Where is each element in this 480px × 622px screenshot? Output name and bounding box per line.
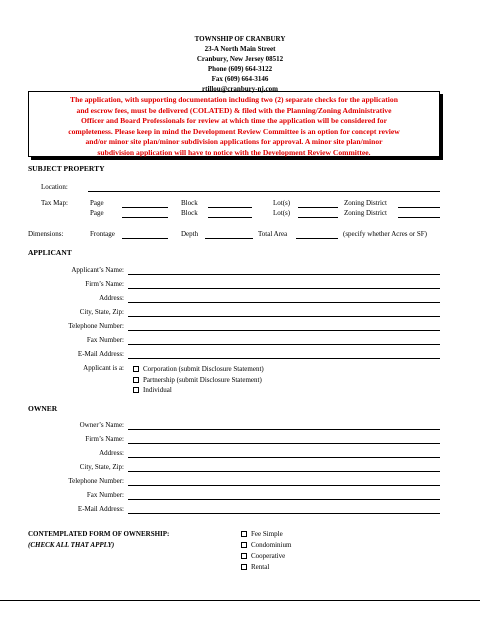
- lots-field[interactable]: [298, 207, 338, 208]
- applicant-telephone-field[interactable]: [128, 330, 440, 331]
- lots-label: Lot(s): [273, 199, 291, 207]
- owner-fax-field[interactable]: [128, 499, 440, 500]
- page-label: Page: [90, 199, 104, 207]
- owner-address-label: Address:: [99, 449, 124, 457]
- ownership-subheading: (CHECK ALL THAT APPLY): [28, 541, 115, 549]
- city-address: Cranbury, New Jersey 08512: [196, 55, 284, 63]
- total-area-field[interactable]: [296, 238, 338, 239]
- phone-number: Phone (609) 664-3122: [207, 65, 273, 73]
- owner-name-label: Owner’s Name:: [79, 421, 124, 429]
- block-field[interactable]: [208, 207, 252, 208]
- fax-number: Fax (609) 664-3146: [211, 75, 269, 83]
- individual-option-label: Individual: [143, 386, 172, 394]
- notice-text: [29, 92, 439, 162]
- partnership-checkbox[interactable]: [133, 377, 139, 383]
- page-divider: [0, 600, 480, 601]
- notice-box: [28, 91, 440, 157]
- contact-email[interactable]: rtillou@cranbury-nj.com: [202, 85, 278, 93]
- page-field[interactable]: [122, 217, 168, 218]
- notice-line: The application, with supporting documentation including two (2) separate checks for the application: [70, 95, 398, 104]
- applicant-fax-label: Fax Number:: [86, 336, 124, 344]
- owner-heading: OWNER: [28, 404, 58, 413]
- condominium-option[interactable]: [241, 541, 291, 549]
- owner-email-label: E-Mail Address:: [77, 505, 124, 513]
- individual-checkbox[interactable]: [133, 387, 139, 393]
- fee-simple-option[interactable]: [241, 530, 283, 538]
- zoning-district-field[interactable]: [398, 217, 440, 218]
- individual-option[interactable]: [133, 386, 172, 394]
- corporation-checkbox[interactable]: [133, 366, 139, 372]
- zoning-district-label: Zoning District: [344, 209, 387, 217]
- notice-line: completeness. Please keep in mind the Development Review Committee is an option for concept review: [68, 126, 400, 136]
- owner-firm-field[interactable]: [128, 443, 440, 444]
- corporation-option[interactable]: [133, 365, 264, 373]
- applicant-email-label: E-Mail Address:: [77, 350, 124, 358]
- lots-label: Lot(s): [273, 209, 291, 217]
- applicant-address-label: Address:: [99, 294, 124, 302]
- rental-option[interactable]: [241, 563, 269, 571]
- applicant-firm-field[interactable]: [128, 288, 440, 289]
- corporation-option-label: Corporation (submit Disclosure Statement): [143, 365, 264, 373]
- rental-checkbox[interactable]: [241, 564, 247, 570]
- tax-map-label: Tax Map:: [41, 199, 68, 207]
- notice-line: and/or minor site plan/minor subdivision applications for approval. A minor site plan/minor: [85, 137, 383, 147]
- applicant-heading: APPLICANT: [28, 248, 72, 257]
- block-label: Block: [181, 209, 198, 217]
- dimensions-label: Dimensions:: [28, 230, 64, 238]
- cooperative-option[interactable]: [241, 552, 285, 560]
- owner-telephone-label: Telephone Number:: [68, 477, 124, 485]
- cooperative-label: Cooperative: [251, 552, 286, 560]
- applicant-type-label: Applicant is a:: [83, 364, 124, 372]
- location-label: Location:: [41, 183, 68, 191]
- rental-label: Rental: [251, 563, 270, 571]
- partnership-option[interactable]: [133, 376, 262, 384]
- applicant-email-field[interactable]: [128, 358, 440, 359]
- condominium-label: Condominium: [251, 541, 292, 549]
- applicant-firm-label: Firm’s Name:: [85, 280, 124, 288]
- applicant-telephone-label: Telephone Number:: [68, 322, 124, 330]
- owner-fax-label: Fax Number:: [86, 491, 124, 499]
- owner-address-field[interactable]: [128, 457, 440, 458]
- block-label: Block: [181, 199, 198, 207]
- total-area-label: Total Area: [258, 230, 288, 238]
- notice-line: Officer and Board Professionals for review at which time the application will be considered for: [81, 116, 387, 126]
- applicant-address-field[interactable]: [128, 302, 440, 303]
- page-field[interactable]: [122, 207, 168, 208]
- owner-firm-label: Firm’s Name:: [85, 435, 124, 443]
- owner-telephone-field[interactable]: [128, 485, 440, 486]
- frontage-label: Frontage: [90, 230, 115, 238]
- township-name: TOWNSHIP OF CRANBURY: [194, 35, 286, 43]
- owner-city-field[interactable]: [128, 471, 440, 472]
- partnership-option-label: Partnership (submit Disclosure Statement): [143, 376, 262, 384]
- depth-label: Depth: [181, 230, 199, 238]
- applicant-name-label: Applicant’s Name:: [71, 266, 124, 274]
- owner-email-field[interactable]: [128, 513, 440, 514]
- zoning-district-label: Zoning District: [344, 199, 387, 207]
- fee-simple-checkbox[interactable]: [241, 531, 247, 537]
- subject-property-heading: SUBJECT PROPERTY: [28, 164, 105, 173]
- fee-simple-label: Fee Simple: [251, 530, 283, 538]
- page-label: Page: [90, 209, 104, 217]
- applicant-fax-field[interactable]: [128, 344, 440, 345]
- applicant-name-field[interactable]: [128, 274, 440, 275]
- owner-name-field[interactable]: [128, 429, 440, 430]
- applicant-city-label: City, State, Zip:: [79, 308, 124, 316]
- frontage-field[interactable]: [122, 238, 168, 239]
- area-unit-note: (specify whether Acres or SF): [343, 230, 427, 238]
- zoning-district-field[interactable]: [398, 207, 440, 208]
- ownership-heading: CONTEMPLATED FORM OF OWNERSHIP:: [28, 530, 170, 538]
- notice-line: and escrow fees, must be delivered (COLATED) & filed with the Planning/Zoning Administrative: [76, 105, 392, 115]
- applicant-city-field[interactable]: [128, 316, 440, 317]
- condominium-checkbox[interactable]: [241, 542, 247, 548]
- notice-line: subdivision application will have to notice with the Development Review Committee.: [97, 147, 371, 157]
- lots-field[interactable]: [298, 217, 338, 218]
- street-address: 23-A North Main Street: [204, 45, 276, 53]
- depth-field[interactable]: [205, 238, 253, 239]
- owner-city-label: City, State, Zip:: [79, 463, 124, 471]
- block-field[interactable]: [208, 217, 252, 218]
- cooperative-checkbox[interactable]: [241, 553, 247, 559]
- location-field[interactable]: [88, 191, 440, 192]
